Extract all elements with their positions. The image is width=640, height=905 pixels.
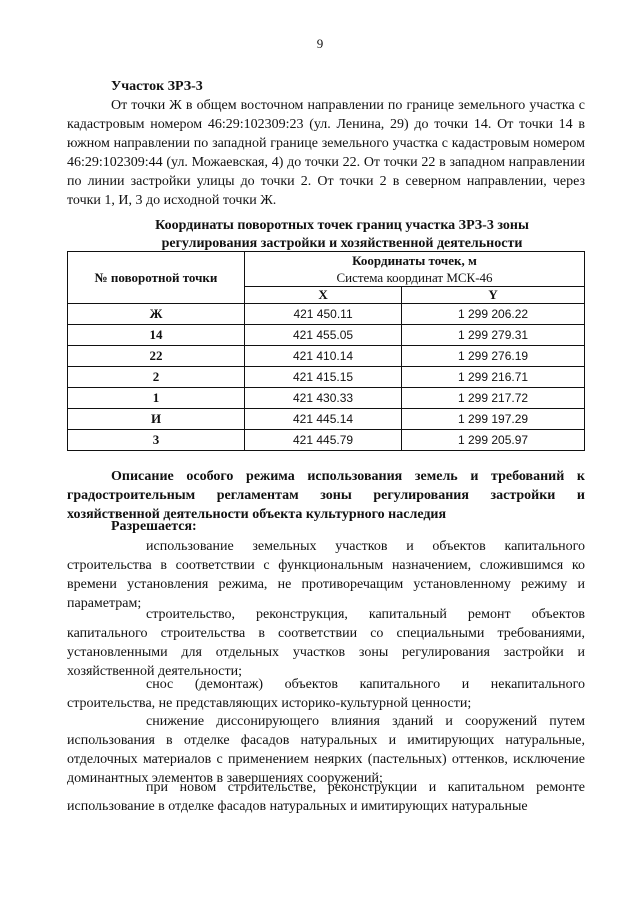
allowed-item: снижение диссонирующего влияния зданий и сооружений путем использования в отделке фасадов натуральных и имитирующих натуральные, отделочных материалов с применением неярких (пастельных) оттенков, исключение доминантных элементов в завершениях сооружений; bbox=[67, 714, 585, 786]
table-row bbox=[68, 346, 585, 367]
x-cell: 421 450.11 bbox=[245, 304, 402, 325]
table-row bbox=[68, 388, 585, 409]
point-cell: И bbox=[68, 409, 245, 430]
page-number: 9 bbox=[316, 36, 324, 51]
table-caption: Координаты поворотных точек границ участка ЗРЗ-3 зоны регулирования застройки и хозяйственной деятельности bbox=[155, 218, 529, 251]
coords-column-header bbox=[245, 252, 585, 287]
x-cell: 421 445.79 bbox=[245, 430, 402, 451]
y-cell: 1 299 205.97 bbox=[402, 430, 585, 451]
table-row bbox=[68, 430, 585, 451]
y-cell: 1 299 216.71 bbox=[402, 367, 585, 388]
x-cell: 421 455.05 bbox=[245, 325, 402, 346]
point-cell: 1 bbox=[68, 388, 245, 409]
point-cell: 3 bbox=[68, 430, 245, 451]
coords-system: Система координат МСК-46 bbox=[336, 270, 493, 285]
allowed-item: использование земельных участков и объектов капитального строительства в соответствии с функциональным назначением, сложившимся ко времени установления режима, не противоречащим установленному режиму и параметрам; bbox=[67, 539, 585, 611]
section-heading: Участок ЗРЗ-3 bbox=[111, 79, 203, 94]
y-cell: 1 299 197.29 bbox=[402, 409, 585, 430]
y-cell: 1 299 206.22 bbox=[402, 304, 585, 325]
point-cell: 22 bbox=[68, 346, 245, 367]
point-column-header: № поворотной точки bbox=[68, 252, 245, 304]
x-cell: 421 410.14 bbox=[245, 346, 402, 367]
point-cell: 14 bbox=[68, 325, 245, 346]
y-cell: 1 299 279.31 bbox=[402, 325, 585, 346]
coordinates-table bbox=[67, 251, 585, 451]
x-cell: 421 445.14 bbox=[245, 409, 402, 430]
table-row bbox=[68, 304, 585, 325]
allowed-item: снос (демонтаж) объектов капитального и некапитального строительства, не представляющих историко-культурной ценности; bbox=[67, 677, 585, 711]
table-row bbox=[68, 367, 585, 388]
regime-heading: Описание особого режима использования земель и требований к градостроительным регламентам зоны регулирования застройки и хозяйственной деятельности объекта культурного наследия bbox=[67, 469, 585, 522]
boundary-description: От точки Ж в общем восточном направлении по границе земельного участка с кадастровым номером 46:29:102309:23 (ул. Ленина, 29) до точки 14. От точки 14 в южном направлении по западной границе земельного участка с кадастровым номером 46:29:102309:44 (ул. Можаевская, 4) до точки 22. От точки 22 в западном направлении по линии застройки улицы до точки 2. От точки 2 в северном направлении, через точки 1, И, 3 до исходной точки Ж. bbox=[67, 98, 585, 208]
point-cell: 2 bbox=[68, 367, 245, 388]
allowed-item: при новом строительстве, реконструкции и капитальном ремонте использование в отделке фасадов натуральных и имитирующих натуральные bbox=[67, 780, 585, 814]
table-row bbox=[68, 409, 585, 430]
x-cell: 421 415.15 bbox=[245, 367, 402, 388]
allowed-item: строительство, реконструкция, капитальный ремонт объектов капитального строительства в соответствии со специальными требованиями, установленными для отдельных участков зоны регулирования застройки и хозяйственной деятельности; bbox=[67, 607, 585, 679]
y-cell: 1 299 276.19 bbox=[402, 346, 585, 367]
table-header-row bbox=[68, 252, 585, 287]
table-row bbox=[68, 325, 585, 346]
y-column-header: Y bbox=[402, 287, 585, 304]
coords-title: Координаты точек, м bbox=[352, 253, 477, 268]
x-cell: 421 430.33 bbox=[245, 388, 402, 409]
y-cell: 1 299 217.72 bbox=[402, 388, 585, 409]
x-column-header: X bbox=[245, 287, 402, 304]
allowed-label: Разрешается: bbox=[111, 519, 197, 534]
point-cell: Ж bbox=[68, 304, 245, 325]
